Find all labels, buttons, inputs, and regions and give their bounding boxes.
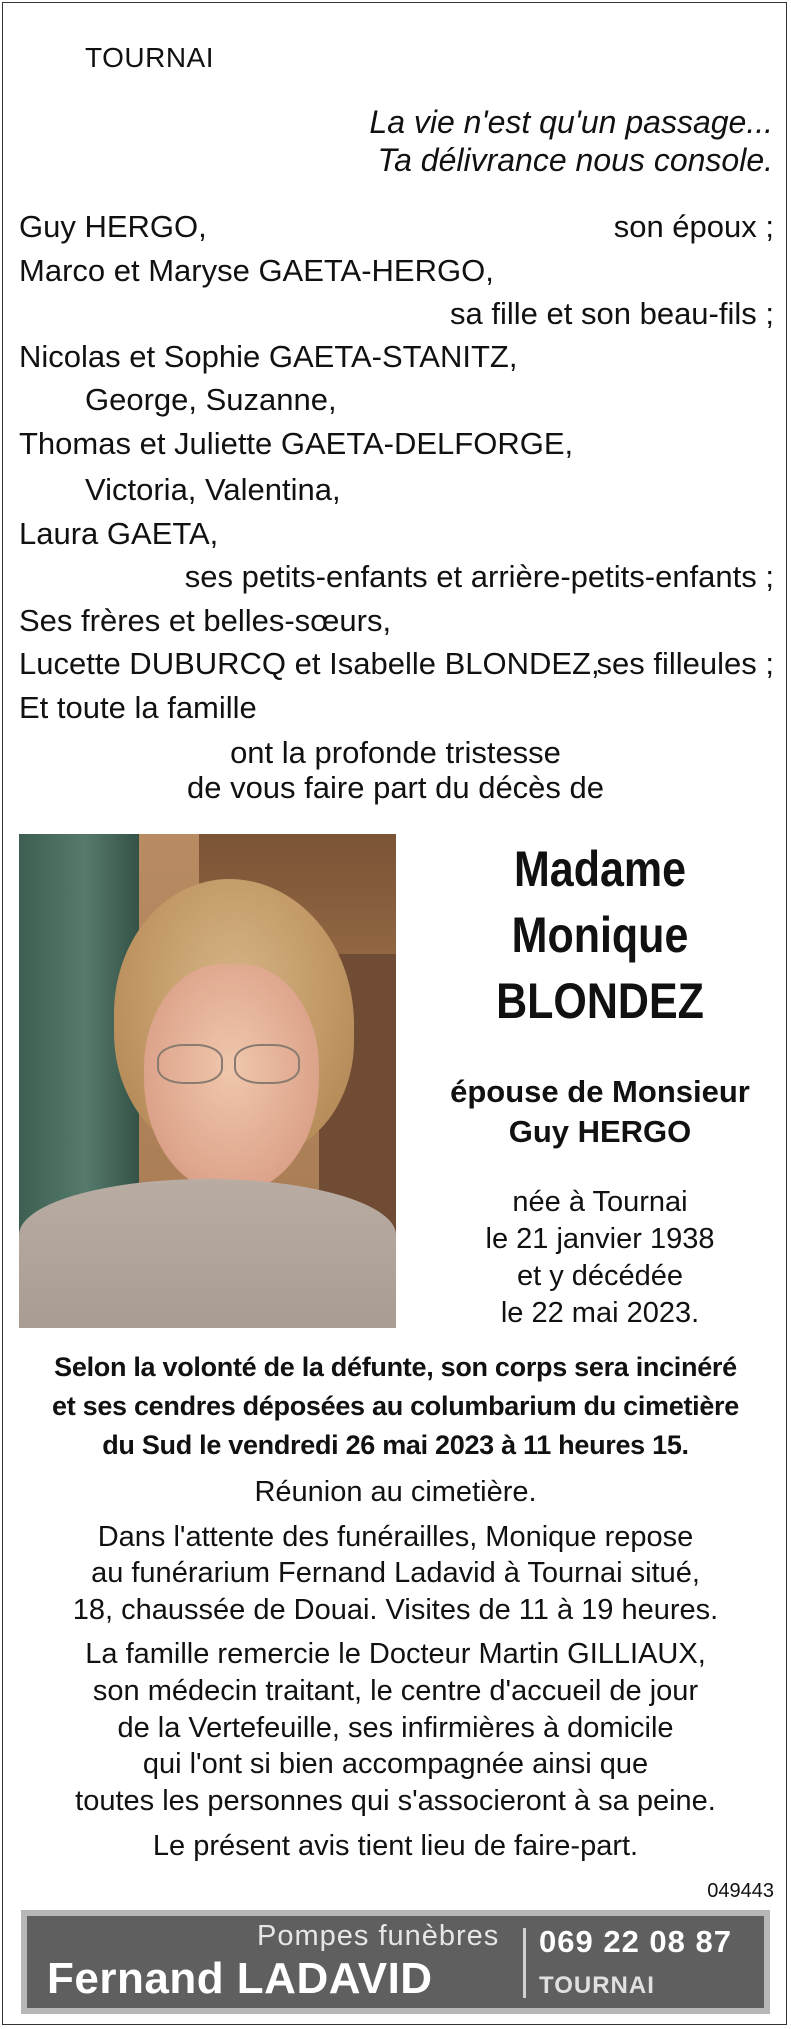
ceremony-line-3: du Sud le vendredi 26 mai 2023 à 11 heures 15.	[102, 1430, 689, 1460]
pompes-funebres-label: Pompes funèbres	[257, 1920, 500, 1952]
repose-line-1: Dans l'attente des funérailles, Monique repose	[97, 1521, 694, 1553]
reference-number: 049443	[707, 1880, 774, 1902]
quote-line-1: La vie n'est qu'un passage...	[369, 104, 773, 140]
family-marco: Marco et Maryse GAETA-HERGO,	[19, 253, 494, 288]
ceremony-line-2: et ses cendres déposées au columbarium du cimetière	[52, 1391, 739, 1421]
funeral-firm-name: Fernand LADAVID	[47, 1954, 433, 2003]
family-thomas: Thomas et Juliette GAETA-DELFORGE,	[19, 426, 574, 461]
ceremony-line-1: Selon la volonté de la défunte, son corps sera incinéré	[54, 1352, 737, 1382]
announce-line-1: ont la profonde tristesse	[230, 735, 561, 770]
birth-line-4: le 22 mai 2023.	[500, 1297, 700, 1329]
thanks-line-2: son médecin traitant, le centre d'accueil de jour	[92, 1675, 699, 1707]
banner-divider	[523, 1928, 526, 1998]
family-siblings: Ses frères et belles-sœurs,	[19, 603, 392, 638]
spouse-line-2: Guy HERGO	[508, 1114, 692, 1149]
closing-line: Le présent avis tient lieu de faire-part.	[152, 1830, 639, 1862]
deceased-photo	[19, 834, 396, 1328]
family-guy-role: son époux ;	[613, 209, 774, 244]
family-nicolas: Nicolas et Sophie GAETA-STANITZ,	[19, 339, 518, 374]
thanks-line-5: toutes les personnes qui s'associeront à sa peine.	[75, 1785, 716, 1817]
deceased-title: Madame	[513, 841, 687, 897]
thanks-line-4: qui l'ont si bien accompagnée ainsi que	[142, 1748, 649, 1780]
family-marco-role: sa fille et son beau-fils ;	[450, 296, 774, 331]
family-all: Et toute la famille	[19, 690, 257, 725]
family-victoria: Victoria, Valentina,	[85, 472, 341, 507]
family-lucette: Lucette DUBURCQ et Isabelle BLONDEZ,	[19, 646, 600, 681]
birth-line-3: et y décédée	[516, 1260, 684, 1292]
funeral-phone: 069 22 08 87	[539, 1924, 733, 1959]
thanks-line-3: de la Vertefeuille, ses infirmières à domicile	[117, 1712, 674, 1744]
deceased-last-name: BLONDEZ	[496, 973, 704, 1029]
thanks-line-1: La famille remercie le Docteur Martin GILLIAUX,	[85, 1638, 706, 1670]
family-laura: Laura GAETA,	[19, 516, 219, 551]
reunion-line: Réunion au cimetière.	[254, 1476, 537, 1508]
spouse-line-1: épouse de Monsieur	[450, 1074, 750, 1109]
birth-line-1: née à Tournai	[512, 1186, 688, 1218]
quote-line-2: Ta délivrance nous console.	[377, 142, 773, 178]
family-guy: Guy HERGO,	[19, 209, 207, 244]
header-city: TOURNAI	[85, 42, 214, 73]
family-goddaughters-role: ses filleules ;	[596, 646, 774, 681]
funeral-home-banner	[21, 1910, 770, 2014]
announce-line-2: de vous faire part du décès de	[186, 770, 605, 805]
deceased-first-name: Monique	[511, 907, 689, 963]
birth-line-2: le 21 janvier 1938	[485, 1223, 715, 1255]
funeral-town: TOURNAI	[539, 1972, 655, 1999]
repose-line-2: au funérarium Fernand Ladavid à Tournai situé,	[91, 1557, 700, 1589]
repose-line-3: 18, chaussée de Douai. Visites de 11 à 19 heures.	[72, 1594, 719, 1626]
family-grandchildren-role: ses petits-enfants et arrière-petits-enfants ;	[184, 559, 774, 594]
family-george: George, Suzanne,	[85, 382, 337, 417]
